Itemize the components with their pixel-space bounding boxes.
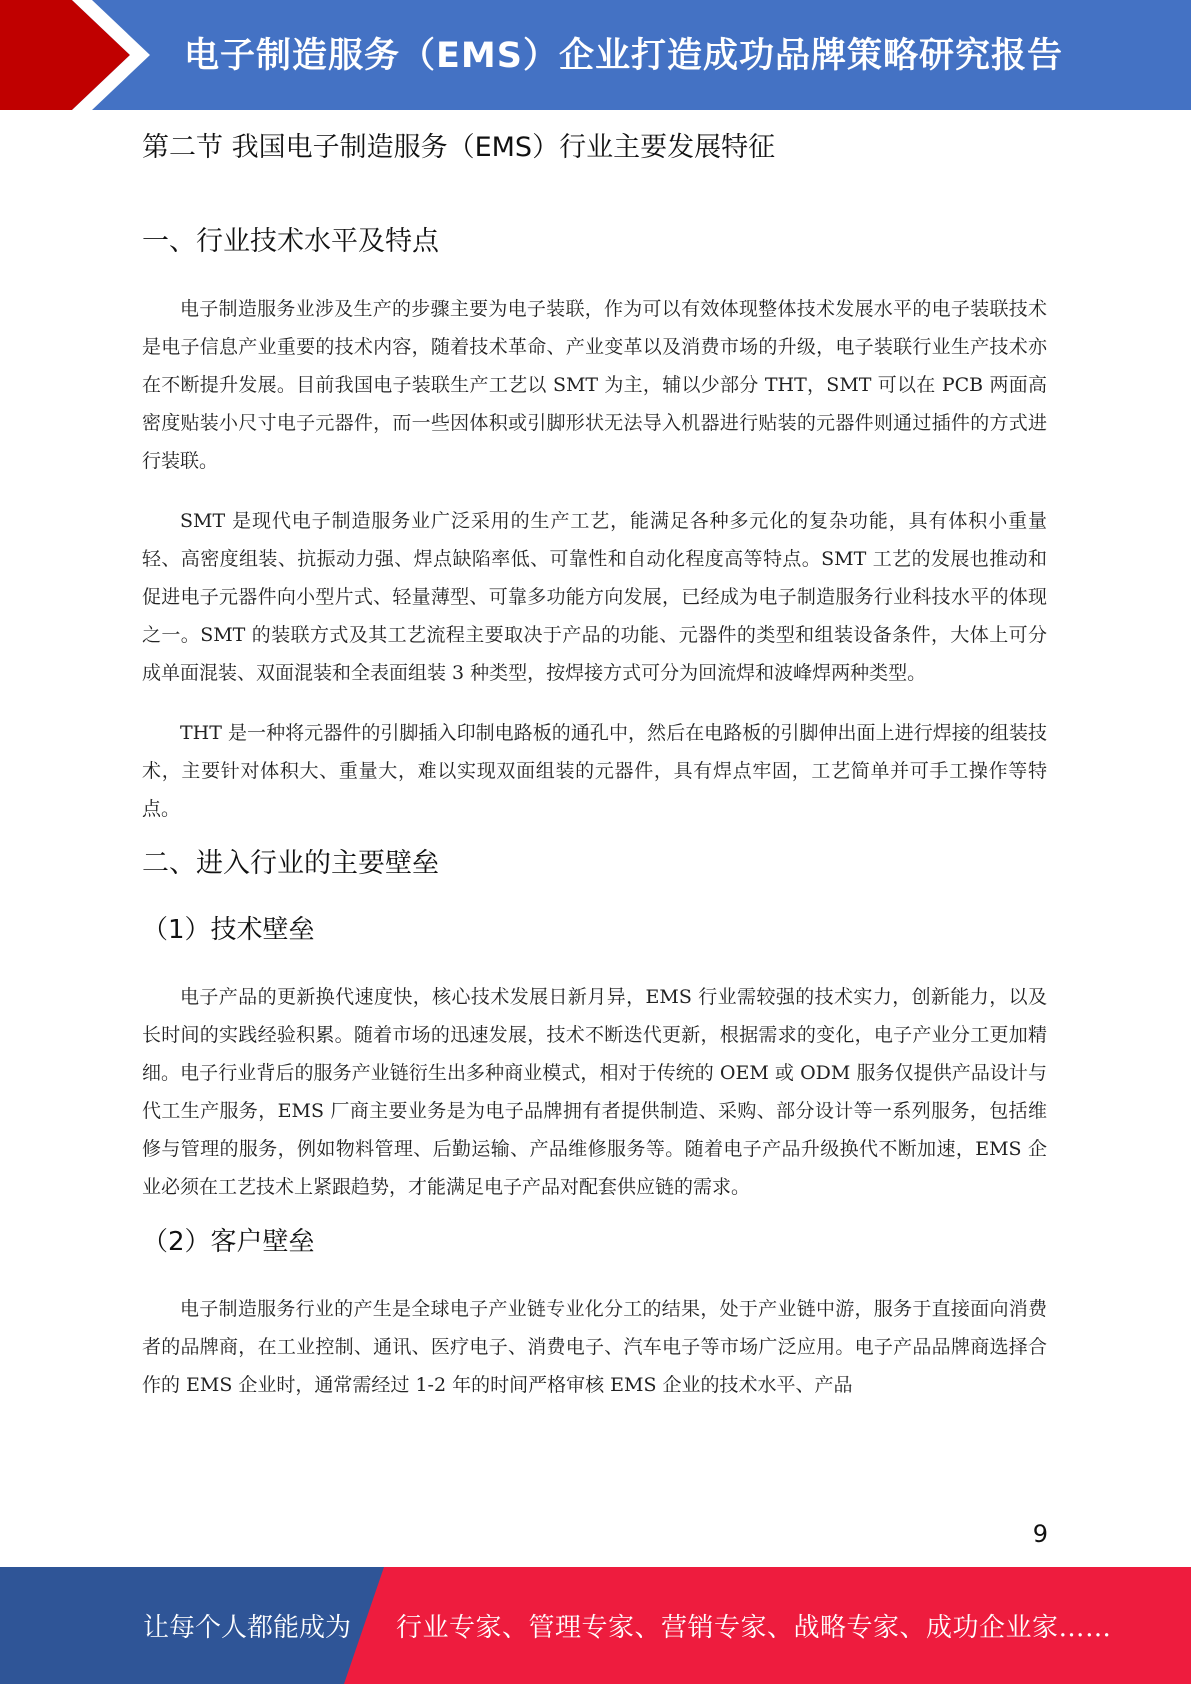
document-body xyxy=(142,130,1047,1426)
footer-slogan-right: 行业专家、管理专家、营销专家、战略专家、成功企业家…… xyxy=(396,1613,1112,1643)
header-chevron-decoration xyxy=(0,0,160,110)
part1-paragraph-1: 电子制造服务业涉及生产的步骤主要为电子装联，作为可以有效体现整体技术发展水平的电子装联技术是电子信息产业重要的技术内容，随着技术革命、产业变革以及消费市场的升级，电子装联行业生产技术亦在不断提升发展。目前我国电子装联生产工艺以 SMT 为主，辅以少部分 THT，SMT 可以在 PCB 两面高密度贴装小尺寸电子元器件，而一些因体积或引脚形状无法导入机器进行贴装的元器件则通过插件的方式进行装联。 xyxy=(142,298,1047,472)
part1-paragraph-3: THT 是一种将元器件的引脚插入印制电路板的通孔中，然后在电路板的引脚伸出面上进行焊接的组装技术，主要针对体积大、重量大，难以实现双面组装的元器件，具有焊点牢固，工艺简单并可手工操作等特点。 xyxy=(142,722,1047,820)
page-header xyxy=(0,0,1191,110)
part1-paragraph-2: SMT 是现代电子制造服务业广泛采用的生产工艺，能满足各种多元化的复杂功能，具有体积小重量轻、高密度组装、抗振动力强、焊点缺陷率低、可靠性和自动化程度高等特点。SMT 工艺的发展也推动和促进电子元器件向小型片式、轻量薄型、可靠多功能方向发展，已经成为电子制造服务行业科技水平的体现之一。SMT 的装联方式及其工艺流程主要取决于产品的功能、元器件的类型和组装设备条件，大体上可分成单面混装、双面混装和全表面组装 3 种类型，按焊接方式可分为回流焊和波峰焊两种类型。 xyxy=(142,510,1047,684)
part1-heading: 一、行业技术水平及特点 xyxy=(142,226,439,257)
header-red-chevron xyxy=(0,0,130,110)
part2-sub1-heading: （1）技术壁垒 xyxy=(142,915,315,945)
part2-heading: 二、进入行业的主要壁垒 xyxy=(142,848,439,879)
footer-slogan-left: 让每个人都能成为 xyxy=(143,1613,352,1643)
section-title: 第二节 我国电子制造服务（EMS）行业主要发展特征 xyxy=(142,132,776,163)
part2-sub2-heading: （2）客户壁垒 xyxy=(142,1227,315,1257)
page-number: 9 xyxy=(1032,1520,1048,1548)
part2-sub2-paragraph: 电子制造服务行业的产生是全球电子产业链专业化分工的结果，处于产业链中游，服务于直接面向消费者的品牌商，在工业控制、通讯、医疗电子、消费电子、汽车电子等市场广泛应用。电子产品品牌商选择合作的 EMS 企业时，通常需经过 1-2 年的时间严格审核 EMS 企业的技术水平、产品 xyxy=(142,1298,1047,1396)
part2-sub1-paragraph: 电子产品的更新换代速度快，核心技术发展日新月异，EMS 行业需较强的技术实力，创新能力，以及长时间的实践经验积累。随着市场的迅速发展，技术不断迭代更新，根据需求的变化，电子产业分工更加精细。电子行业背后的服务产业链衍生出多种商业模式，相对于传统的 OEM 或 ODM 服务仅提供产品设计与代工生产服务，EMS 厂商主要业务是为电子品牌拥有者提供制造、采购、部分设计等一系列服务，包括维修与管理的服务，例如物料管理、后勤运输、产品维修服务等。随着电子产品升级换代不断加速，EMS 企业必须在工艺技术上紧跟趋势，才能满足电子产品对配套供应链的需求。 xyxy=(142,986,1047,1198)
page-footer xyxy=(0,1567,1191,1684)
report-title: 电子制造服务（EMS）企业打造成功品牌策略研究报告 xyxy=(184,36,1063,76)
